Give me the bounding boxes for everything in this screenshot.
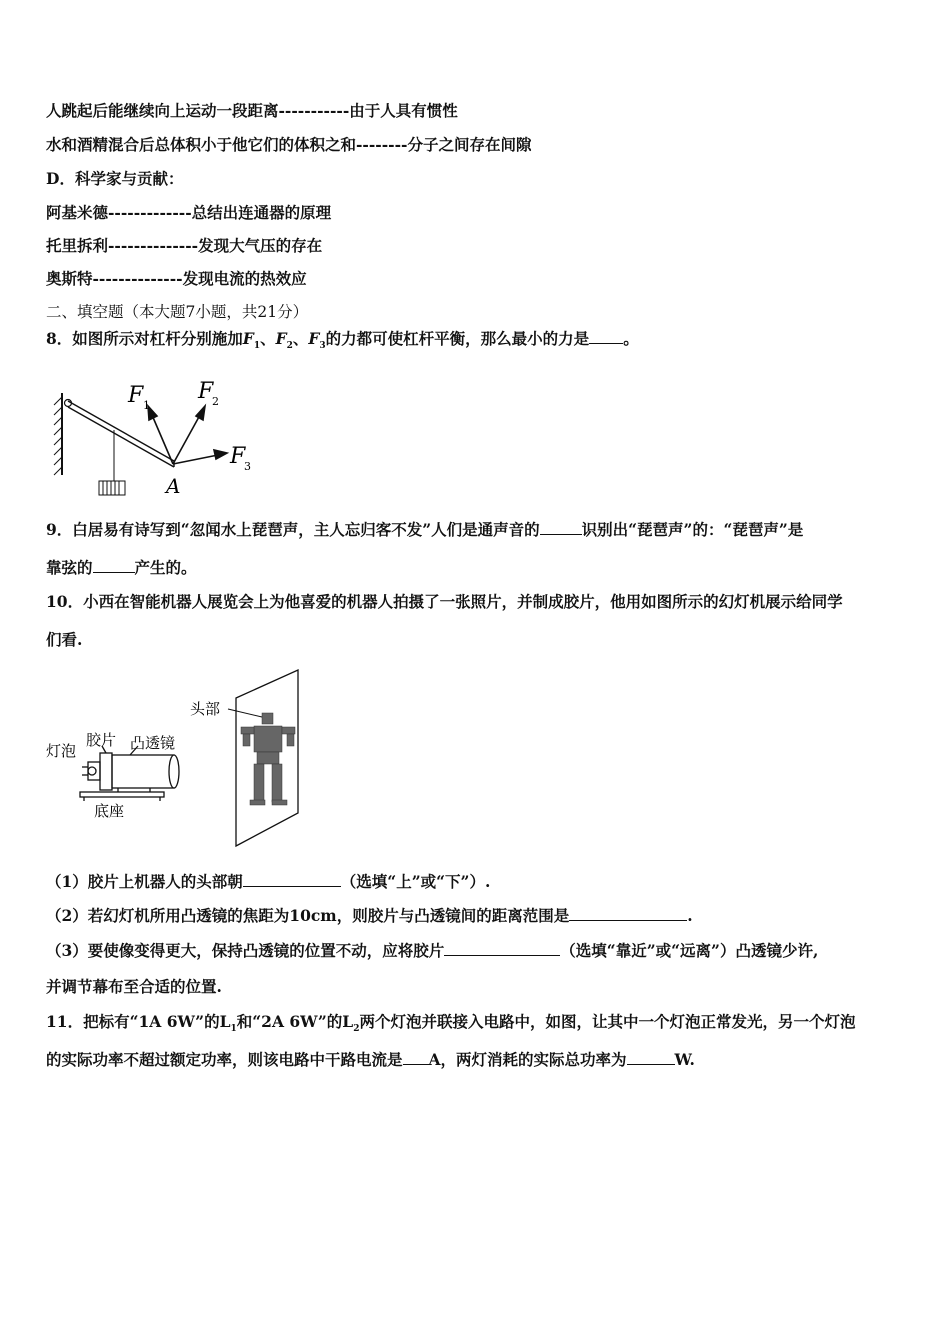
label-f1: F: [128, 383, 144, 408]
question-8: [46, 329, 639, 356]
q10-text: （选填“上”或“下”）.: [340, 872, 491, 891]
question-10-part3-line2: 并调节幕布至合适的位置.: [46, 977, 222, 996]
text-line: 托里拆利--------------发现大气压的存在: [46, 236, 323, 255]
question-11: [46, 1012, 855, 1039]
q11-sub: 2: [353, 1024, 360, 1035]
label-head: 头部: [190, 700, 221, 718]
answer-blank[interactable]: [403, 1050, 429, 1065]
question-10: 10．小西在智能机器人展览会上为他喜爱的机器人拍摄了一张照片，并制成胶片，他用如图所示的幻灯机展示给同学: [46, 592, 843, 611]
force-arrow-f2: [173, 415, 200, 464]
text-line: 阿基米德-------------总结出连通器的原理: [46, 203, 332, 222]
q11-text: W.: [674, 1050, 695, 1069]
q8-f3: F: [308, 329, 320, 348]
arrow-head: [214, 450, 227, 459]
answer-blank[interactable]: [627, 1050, 675, 1065]
arrow-head: [196, 406, 205, 420]
text-line: 人跳起后能继续向上运动一段距离-----------由于人具有惯性: [46, 101, 458, 120]
answer-blank[interactable]: [589, 329, 623, 344]
label-f1-sub: 1: [143, 399, 150, 412]
question-11-line2: [46, 1050, 695, 1070]
label-film: 胶片: [86, 731, 117, 749]
lever-bar: [68, 401, 174, 467]
answer-blank[interactable]: [444, 941, 560, 956]
text-line: 水和酒精混合后总体积小于他它们的体积之和--------分子之间存在间隙: [46, 135, 532, 154]
q8-text: 的力都可使杠杆平衡，那么最小的力是: [325, 329, 590, 348]
question-10-part1: [46, 872, 490, 892]
q11-text: 11．把标有“1A 6W”的L: [46, 1012, 231, 1031]
option-d-heading: D．科学家与贡献：: [46, 169, 184, 188]
question-10-line2: 们看.: [46, 630, 83, 649]
label-base: 底座: [94, 802, 125, 820]
answer-blank[interactable]: [93, 558, 135, 573]
q10-text: （3）要使像变得更大，保持凸透镜的位置不动，应将胶片: [46, 941, 445, 960]
q8-sub2: 2: [286, 341, 293, 352]
q8-f1: F: [242, 329, 254, 348]
q8-end: 。: [623, 329, 639, 348]
question-10-part2: [46, 906, 693, 926]
label-f2: F: [198, 379, 214, 404]
q8-sep2: 、: [292, 329, 309, 348]
lever-figure: [50, 375, 270, 505]
q10-text: （2）若幻灯机所用凸透镜的焦距为10cm，则胶片与凸透镜间的距离范围是: [46, 906, 570, 925]
q9-text: 9．白居易有诗写到“忽闻水上琵琶声，主人忘归客不发”人们是通声音的: [46, 520, 540, 539]
label-f3: F: [230, 444, 246, 469]
q8-f2: F: [275, 329, 287, 348]
label-f3-sub: 3: [244, 460, 251, 473]
text-line: 奥斯特--------------发现电流的热效应: [46, 269, 307, 288]
label-lens: 凸透镜: [130, 734, 176, 752]
q8-sub3: 3: [319, 341, 326, 352]
q9-text: 产生的。: [134, 558, 197, 577]
q9-text: 识别出“琵琶声”的：“琵琶声”是: [581, 520, 804, 539]
answer-blank[interactable]: [569, 906, 687, 921]
projector-body: [80, 746, 179, 801]
q8-sub1: 1: [253, 341, 261, 352]
weight-block: [99, 481, 125, 495]
q11-text: 的实际功率不超过额定功率，则该电路中干路电流是: [46, 1050, 403, 1069]
label-f2-sub: 2: [212, 395, 219, 408]
question-9-line2: [46, 558, 197, 578]
q8-text: 8．如图所示对杠杆分别施加: [46, 329, 243, 348]
label-a: A: [166, 474, 181, 498]
q11-sub: 1: [230, 1024, 237, 1035]
answer-blank[interactable]: [243, 872, 341, 887]
section-heading: 二、填空题（本大题7小题，共21分）: [46, 303, 309, 321]
question-10-part3: [46, 941, 818, 961]
q11-text: 和“2A 6W”的L: [236, 1012, 354, 1031]
wall: [54, 393, 62, 475]
q11-text: A，两灯消耗的实际总功率为: [428, 1050, 627, 1069]
q9-text: 靠弦的: [46, 558, 93, 577]
q8-sep1: 、: [260, 329, 276, 348]
label-bulb: 灯泡: [46, 742, 77, 760]
question-9: [46, 520, 803, 540]
q10-text: （选填“靠近”或“远离”）凸透镜少许,: [560, 941, 819, 960]
q11-text: 两个灯泡并联接入电路中，如图，让其中一个灯泡正常发光，另一个灯泡: [359, 1012, 856, 1031]
answer-blank[interactable]: [540, 520, 582, 535]
projector-figure: [40, 668, 320, 853]
q10-text: （1）胶片上机器人的头部朝: [46, 872, 243, 891]
q10-text: .: [687, 906, 693, 925]
force-arrow-f3: [173, 455, 218, 464]
